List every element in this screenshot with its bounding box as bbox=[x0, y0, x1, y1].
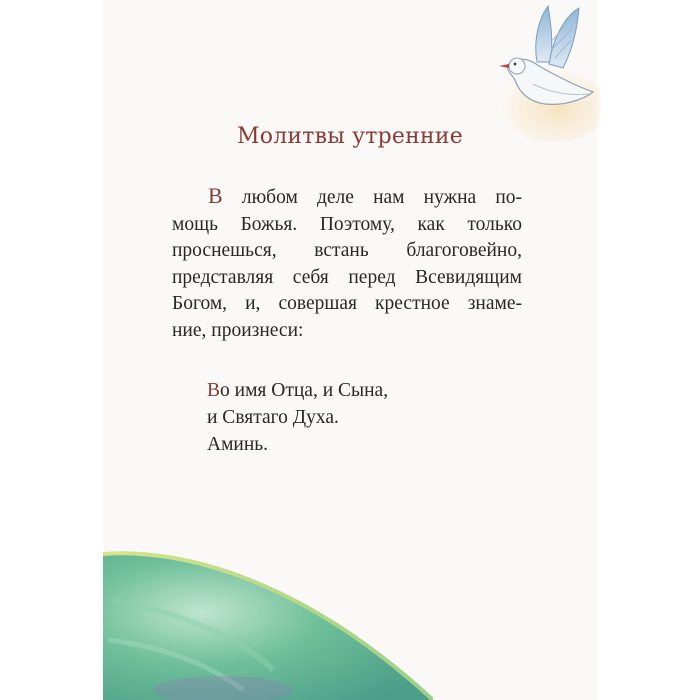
prayer-line-3: Аминь. bbox=[207, 434, 269, 455]
intro-paragraph bbox=[172, 183, 522, 344]
intro-line-2: мощь Божья. Поэтому, как только bbox=[172, 213, 522, 235]
intro-line-3: проснешься, встань благоговейно, bbox=[172, 240, 522, 261]
intro-line-1: В любом деле нам нужна по- bbox=[208, 183, 522, 208]
intro-line-5: Богом, и, совершая крестное знаме- bbox=[172, 293, 522, 314]
prayer-line-2: и Святаго Духа. bbox=[207, 407, 339, 428]
intro-line-4: представляя себя перед Всевидящим bbox=[172, 266, 522, 288]
green-globe-illustration bbox=[103, 540, 433, 700]
prayer-cap: В bbox=[207, 380, 221, 401]
drop-cap: В bbox=[208, 183, 223, 208]
prayer-block bbox=[207, 377, 388, 458]
prayer-line-1: Во имя Отца, и Сына, bbox=[207, 380, 389, 401]
page-title: Молитвы утренние bbox=[237, 124, 463, 149]
intro-line-6: ние, произнеси: bbox=[172, 319, 304, 341]
